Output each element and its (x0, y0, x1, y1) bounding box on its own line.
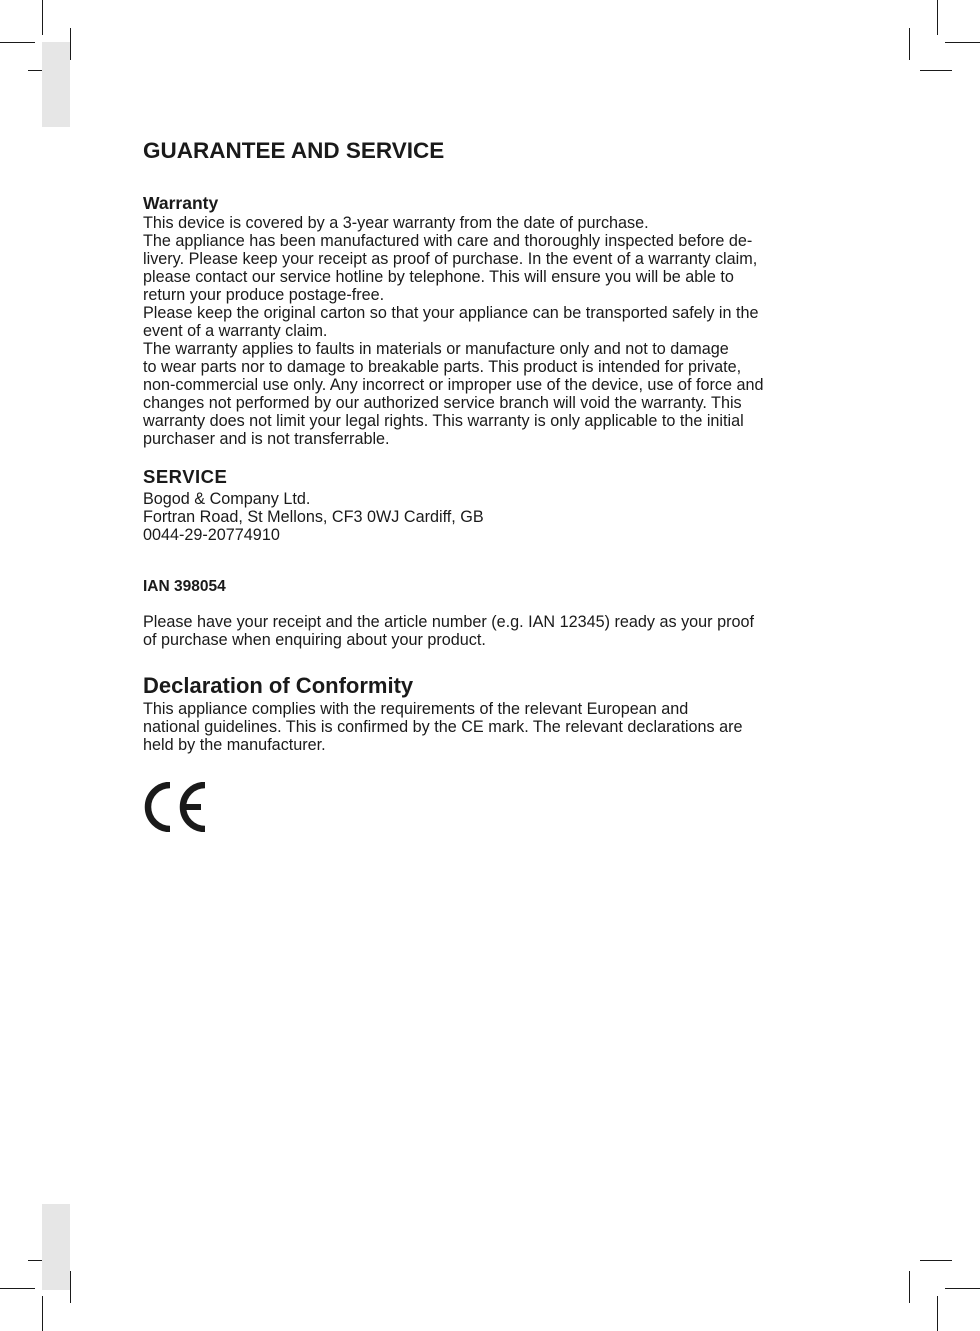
conformity-line: national guidelines. This is confirmed by the CE mark. The relevant declarations are (143, 718, 743, 736)
service-heading: SERVICE (143, 466, 228, 487)
page-title: GUARANTEE AND SERVICE (143, 138, 445, 163)
warranty-line: The appliance has been manufactured with care and thoroughly inspected before de- (143, 232, 753, 250)
crop-mark (945, 42, 980, 43)
conformity-text (143, 700, 843, 754)
warranty-text (143, 214, 843, 448)
service-address: Fortran Road, St Mellons, CF3 0WJ Cardiff, GB (143, 508, 484, 526)
crop-mark (937, 1296, 938, 1331)
service-contact (143, 490, 843, 544)
ian-number: IAN 398054 (143, 578, 226, 595)
warranty-line: This device is covered by a 3-year warranty from the date of purchase. (143, 214, 649, 232)
warranty-line: Please keep the original carton so that your appliance can be transported safely in the (143, 304, 759, 322)
warranty-line: return your produce postage-free. (143, 286, 385, 304)
service-company: Bogod & Company Ltd. (143, 490, 311, 508)
crop-mark (70, 28, 71, 60)
crop-mark (909, 1271, 910, 1303)
crop-mark (42, 1296, 43, 1331)
crop-mark (937, 0, 938, 35)
crop-mark (920, 70, 952, 71)
side-tab-bottom (42, 1204, 70, 1290)
crop-mark (920, 1260, 952, 1261)
warranty-heading: Warranty (143, 193, 219, 213)
ce-mark-icon (143, 782, 209, 832)
conformity-line: This appliance complies with the requirements of the relevant European and (143, 700, 689, 718)
warranty-line: please contact our service hotline by telephone. This will ensure you will be able to (143, 268, 734, 286)
conformity-heading: Declaration of Conformity (143, 673, 414, 698)
warranty-line: warranty does not limit your legal rights. This warranty is only applicable to the initial (143, 412, 744, 430)
ian-line: Please have your receipt and the article number (e.g. IAN 12345) ready as your proof (143, 613, 754, 631)
conformity-line: held by the manufacturer. (143, 736, 326, 754)
warranty-line: livery. Please keep your receipt as proof of purchase. In the event of a warranty claim, (143, 250, 758, 268)
warranty-line: non-commercial use only. Any incorrect or improper use of the device, use of force and (143, 376, 764, 394)
warranty-line: The warranty applies to faults in materials or manufacture only and not to damage (143, 340, 729, 358)
crop-mark (0, 1288, 35, 1289)
document-body (143, 136, 843, 832)
warranty-line: to wear parts nor to damage to breakable parts. This product is intended for private, (143, 358, 742, 376)
ian-text (143, 613, 843, 649)
crop-mark (909, 28, 910, 60)
service-phone: 0044-29-20774910 (143, 526, 280, 544)
crop-mark (70, 1271, 71, 1303)
warranty-line: purchaser and is not transferrable. (143, 430, 390, 448)
crop-mark (42, 0, 43, 35)
side-tab-top (42, 42, 70, 127)
crop-mark (0, 42, 35, 43)
warranty-line: changes not performed by our authorized service branch will void the warranty. This (143, 394, 742, 412)
ian-line: of purchase when enquiring about your product. (143, 631, 486, 649)
warranty-line: event of a warranty claim. (143, 322, 328, 340)
crop-mark (945, 1288, 980, 1289)
